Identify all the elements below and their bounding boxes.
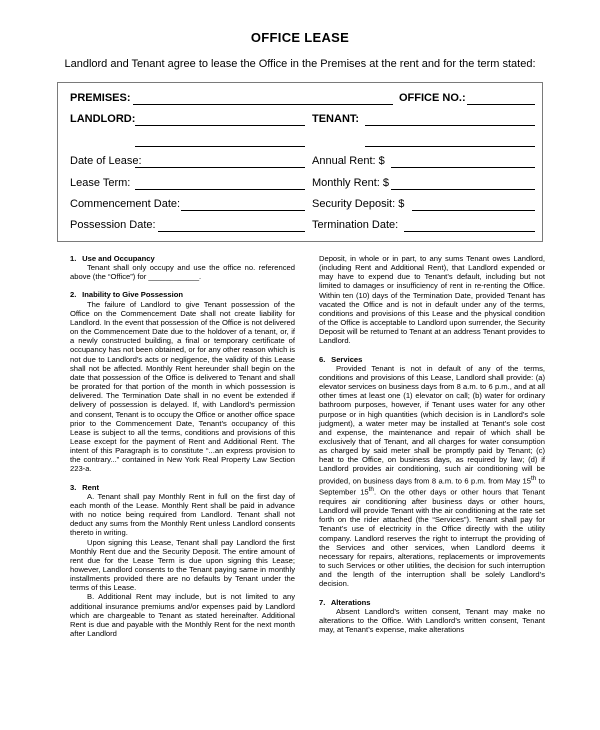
office-no-field[interactable] xyxy=(467,104,535,105)
date-of-lease-field[interactable] xyxy=(135,167,305,168)
landlord-label: LANDLORD: xyxy=(70,113,136,125)
date-of-lease-label: Date of Lease: xyxy=(70,155,142,167)
section-3-paragraph-signing: Upon signing this Lease, Tenant shall pay Landlord the first Monthly Rent due and the Security Deposit. The entire amount of rent due for the Lease Term is due upon signing this Lease; however, Landlord consents to the Tenant paying same in monthly installments provided there are no defaults by Tenant under the terms of this Lease. xyxy=(70,537,295,593)
document-title: OFFICE LEASE xyxy=(250,30,350,45)
security-deposit-label: Security Deposit: $ xyxy=(312,198,405,210)
premises-field[interactable] xyxy=(133,104,393,105)
lease-term-label: Lease Term: xyxy=(70,177,131,189)
possession-date-label: Possession Date: xyxy=(70,219,156,231)
office-no-label: OFFICE NO.: xyxy=(399,92,466,104)
section-2-body: The failure of Landlord to give Tenant possession of the Office on the Commencement Date shall not create liability for Landlord. In the event that possession of the Office is not delivered on the Commencement Date due to the holdover of a tenant, or, if a newly constructed building, a final or temporary certificate of occupancy has not been obtained, or for any other reason which is not due to Landlord’s acts or negligence, the validity of this Lease shall not be affected. Monthly Rent hereunder shall begin on the date that possession of the Office is delivered to Tenant and shall be prorated for that portion of the month in which possession is delivered. The Termination Date shall in no event be extended if delivery of possession is delayed. If, with Landlord’s permission and consent, Tenant is to occupy the Office or another office space prior to the Commencement Date, Tenant’s occupancy of this Lease is subject to all the terms, conditions and provisions of this Lease except for the payment of Rent and Additional Rent. The intent of this Paragraph is to constitute “...an express provision to the contrary...” contained in New York Real Property Law Section 223-a. xyxy=(70,299,295,474)
section-5-continued: Deposit, in whole or in part, to any sums Tenant owes Landlord, (including Rent and Additional Rent), that Landlord expended or may have to expend due to Tenant’s default, including but not limited to damages or insufficiency of rent in re-renting the Office. Within ten (10) days of the Termination Date, provided Tenant has vacated the Office and is not in default under any of the terms, conditions and provisions of this Lease and the physical condition of the Office is acceptable to Landlord upon surrender, the Security Deposit will be returned to Tenant at an address Tenant provides to Landlord. xyxy=(319,254,545,346)
landlord-field-1[interactable] xyxy=(135,125,305,126)
annual-rent-field[interactable] xyxy=(391,167,535,168)
tenant-field-1[interactable] xyxy=(365,125,535,126)
landlord-field-2[interactable] xyxy=(135,146,305,147)
annual-rent-label: Annual Rent: $ xyxy=(312,155,385,167)
section-6-heading: 6. Services xyxy=(319,354,363,364)
monthly-rent-field[interactable] xyxy=(391,189,535,190)
possession-date-field[interactable] xyxy=(158,231,305,232)
section-1-body: Tenant shall only occupy and use the office no. referenced above (the “Office”) for ____________. xyxy=(70,263,295,282)
section-3-paragraph-b: B. Additional Rent may include, but is not limited to any additional insurance premiums and/or expenses paid by Landlord which are chargeable to Tenant as stated hereinafter. Additional Rent is due and payable with the Monthly Rent for the next month after Landlord xyxy=(70,592,295,639)
section-7-heading: 7. Alterations xyxy=(319,597,371,607)
section-7-body: Absent Landlord’s written consent, Tenant may make no alterations to the Office. With Landlord’s written consent, Tenant may, at Tenant’s expense, make alterations xyxy=(319,606,545,634)
monthly-rent-label: Monthly Rent: $ xyxy=(312,177,390,189)
termination-date-label: Termination Date: xyxy=(312,219,399,231)
terms-left-column xyxy=(70,254,295,638)
tenant-field-2[interactable] xyxy=(365,146,535,147)
section-6-body: Provided Tenant is not in default of any of the terms, conditions and provisions of this Lease, Landlord shall provide: (a) elevator services on business days from 8 a.m. to 6 p.m., and at all other times at least one (1) elevator on call; (b) water for ordinary bathroom purposes, however, if Tenant uses water for any other purpose or in high quantities (which decision is in Landlord’s sole judgment), a water meter may be installed at Tenant’s sole cost and expense, the maintenance and repair of which shall be exclusively that of Tenant, and all charges for water consumption as charged by said meter shall be promptly paid by Tenant; (c) heat to the Office, on business days, as required by law; (d) if Landlord provides air conditioning, such air conditioning will be provided, on business days from 8 a.m. to 6 p.m. from May 15th to September 15th. On the other days or other hours that Tenant requires air conditioning after business days or other hours, Landlord will provide Tenant with the air conditioning at the rate set forth on the rider attached (the “Services”). Tenant shall pay for Tenant’s use of electricity in the Office directly with the utility company. Landlord reserves the right to interrupt the providing of the Services and other services, when Landlord deems it necessary for repairs, alterations, replacements or improvements to such Services or other utilities, the decision for such interruption and the length of the interruption shall be solely Landlord’s decision. xyxy=(319,363,545,589)
premises-label: PREMISES: xyxy=(70,92,131,104)
section-3-heading: 3. Rent xyxy=(70,482,99,492)
terms-right-column xyxy=(319,254,545,634)
lease-summary-form xyxy=(57,82,543,242)
termination-date-field[interactable] xyxy=(404,231,535,232)
intro-text: Landlord and Tenant agree to lease the Office in the Premises at the rent and for the term stated: xyxy=(64,58,536,70)
commencement-date-field[interactable] xyxy=(181,210,305,211)
section-3-paragraph-a: A. Tenant shall pay Monthly Rent in full on the first day of each month of the Lease. Monthly Rent shall be paid in advance with no notice being required from Landlord. Tenant shall not deduct any sums from the Monthly Rent unless Landlord consents thereto in writing. xyxy=(70,491,295,538)
security-deposit-field[interactable] xyxy=(412,210,535,211)
commencement-date-label: Commencement Date: xyxy=(70,198,181,210)
tenant-label: TENANT: xyxy=(312,113,360,125)
section-1-heading: 1. Use and Occupancy xyxy=(70,254,155,263)
lease-term-field[interactable] xyxy=(135,189,305,190)
section-2-heading: 2. Inability to Give Possession xyxy=(70,290,183,300)
